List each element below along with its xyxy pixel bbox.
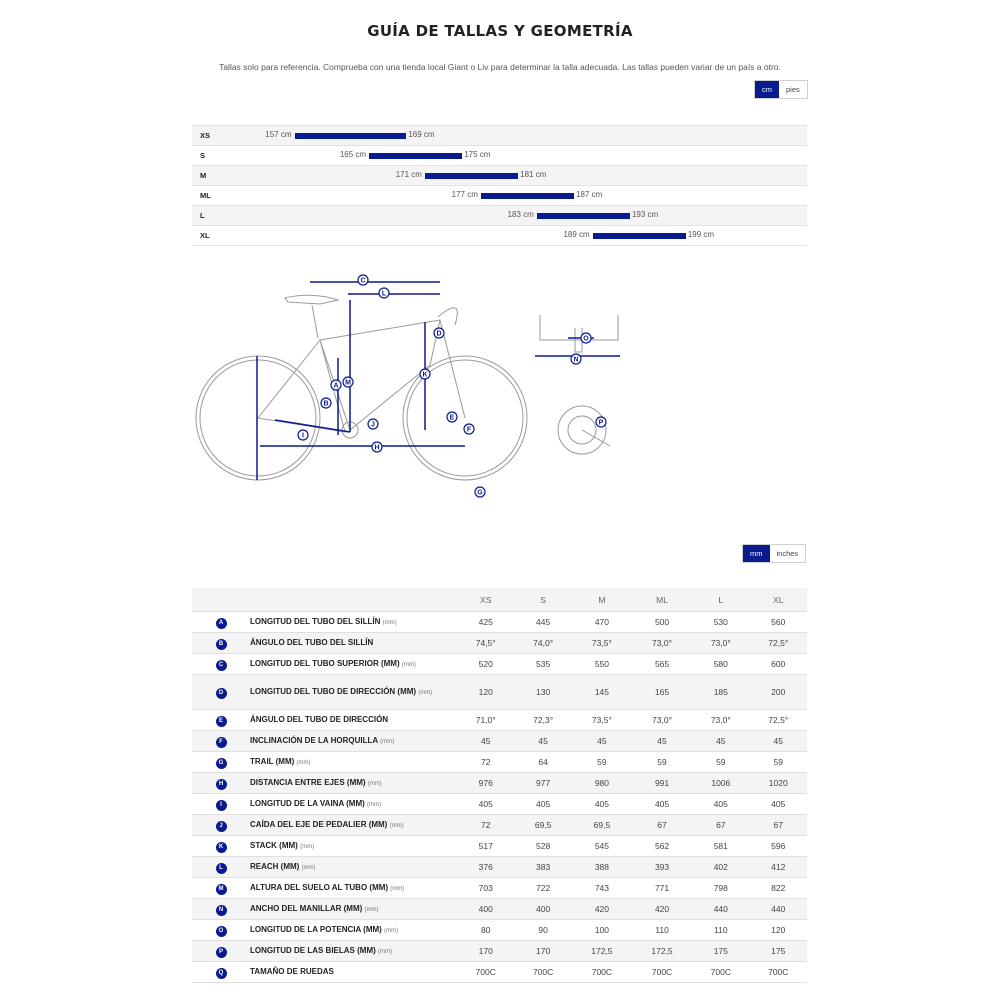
geometry-table-header (192, 588, 807, 612)
measurement-label: STACK (MM) (250, 840, 298, 850)
min-height-label: 177 cm (451, 190, 478, 199)
measurement-code-badge: K (216, 842, 227, 853)
min-height-label: 171 cm (395, 170, 422, 179)
max-height-label: 175 cm (464, 150, 491, 159)
svg-text:D: D (436, 330, 442, 338)
measurement-value: 400 (514, 899, 571, 920)
diagram-label-c (358, 275, 368, 285)
size-label: S (200, 151, 206, 160)
geometry-unit-mm-button[interactable]: mm (743, 545, 770, 562)
measurement-value: 71,0° (457, 710, 514, 731)
height-range-bar (481, 193, 574, 199)
measurement-value: 69,5 (514, 815, 571, 836)
measurement-value: 90 (514, 920, 571, 941)
measurement-value: 175 (750, 941, 807, 962)
measurement-code-badge: B (216, 639, 227, 650)
size-disclaimer: Tallas solo para referencia. Comprueba con una tienda local Giant o Liv para determinar la talla adecuada. Las tallas pueden variar de un país a otro. (219, 62, 781, 72)
measurement-value: 185 (692, 675, 749, 710)
min-height-label: 165 cm (339, 150, 367, 159)
saddle (285, 295, 338, 304)
max-height-label: 187 cm (576, 190, 603, 199)
measurement-value: 976 (457, 773, 514, 794)
diagram-label-o (581, 333, 591, 343)
size-label: ML (200, 191, 211, 200)
measurement-value: 73,5° (572, 710, 632, 731)
size-column-header: ML (632, 588, 692, 612)
geometry-unit-toggle (742, 544, 806, 563)
measurement-value: 110 (692, 920, 749, 941)
geometry-row (192, 752, 807, 773)
measurement-value: 550 (572, 654, 632, 675)
measurement-value: 145 (572, 675, 632, 710)
measurement-value: 170 (457, 941, 514, 962)
min-height-label: 189 cm (563, 230, 590, 239)
svg-text:K: K (422, 371, 428, 379)
height-range-bar (537, 213, 630, 219)
measurement-value: 73,0° (692, 710, 749, 731)
height-range-bar (425, 173, 518, 179)
measurement-value: 73,0° (632, 710, 692, 731)
measurement-value: 172,5 (632, 941, 692, 962)
measurement-label: ALTURA DEL SUELO AL TUBO (MM) (250, 882, 389, 892)
geometry-unit-inches-button[interactable]: inches (770, 545, 806, 562)
measurement-code-badge: F (216, 737, 227, 748)
size-column-header: S (514, 588, 571, 612)
measurement-unit: (mm) (389, 822, 404, 829)
diagram-label-f (464, 424, 474, 434)
measurement-code-badge: I (216, 800, 227, 811)
size-label: L (200, 211, 205, 220)
measurement-value: 535 (514, 654, 571, 675)
measurement-value: 383 (514, 857, 571, 878)
measurement-value: 596 (750, 836, 807, 857)
diagram-label-d (434, 328, 444, 338)
measurement-value: 376 (457, 857, 514, 878)
measurement-code-badge: P (216, 947, 227, 958)
height-range-bar (295, 133, 407, 139)
measurement-value: 703 (457, 878, 514, 899)
measurement-value: 388 (572, 857, 632, 878)
measurement-label: LONGITUD DE LA POTENCIA (MM) (250, 924, 382, 934)
max-height-label: 199 cm (687, 230, 715, 239)
measurement-code-badge: J (216, 821, 227, 832)
size-row (192, 185, 807, 205)
svg-text:J: J (371, 421, 375, 429)
page-title: GUÍA DE TALLAS Y GEOMETRÍA (367, 22, 633, 40)
measurement-value: 72,5° (750, 710, 807, 731)
measurement-value: 581 (692, 836, 749, 857)
measurement-value: 59 (572, 752, 632, 773)
measurement-code-badge: Q (216, 968, 227, 979)
diagram-label-e (447, 412, 457, 422)
measurement-value: 700C (572, 962, 632, 983)
geometry-row (192, 710, 807, 731)
geometry-row (192, 773, 807, 794)
size-column-header: XS (457, 588, 514, 612)
geometry-row (192, 675, 807, 710)
measurement-label: ÁNGULO DEL TUBO DEL SILLÍN (250, 638, 374, 647)
measurement-value: 700C (632, 962, 692, 983)
measurement-code-badge: D (216, 688, 227, 699)
measurement-value: 420 (572, 899, 632, 920)
diagram-label-g (475, 487, 485, 497)
measurement-value: 528 (514, 836, 571, 857)
bike-drawing (196, 295, 618, 480)
measurement-value: 700C (514, 962, 571, 983)
measurement-value: 400 (457, 899, 514, 920)
measurement-unit: (mm) (364, 906, 379, 913)
measurement-label: ANCHO DEL MANILLAR (MM) (250, 903, 363, 913)
geometry-row (192, 731, 807, 752)
measurement-code-badge: E (216, 716, 227, 727)
svg-text:P: P (598, 419, 604, 427)
min-height-label: 157 cm (265, 130, 292, 139)
measurement-value: 100 (572, 920, 632, 941)
measurement-value: 1020 (750, 773, 807, 794)
svg-text:A: A (333, 382, 339, 390)
measurement-unit: (mm) (301, 864, 316, 871)
measurement-label: LONGITUD DEL TUBO DE DIRECCIÓN (MM) (250, 686, 417, 696)
measurement-value: 412 (750, 857, 807, 878)
height-range-bar (593, 233, 686, 239)
measurement-value: 59 (692, 752, 749, 773)
measurement-value: 110 (632, 920, 692, 941)
geometry-row (192, 836, 807, 857)
measurement-value: 72 (457, 752, 514, 773)
measurement-value: 59 (750, 752, 807, 773)
measurement-label: REACH (MM) (250, 861, 300, 871)
measurement-label: TRAIL (MM) (250, 756, 295, 766)
measurement-value: 517 (457, 836, 514, 857)
measurement-value: 45 (572, 731, 632, 752)
size-row (192, 165, 807, 185)
measurement-label: TAMAÑO DE RUEDAS (250, 967, 334, 976)
handlebar-front-view (540, 315, 618, 340)
size-row (192, 225, 807, 246)
measurement-value: 120 (457, 675, 514, 710)
diagram-label-j (368, 419, 378, 429)
measurement-code-badge: A (216, 618, 227, 629)
measurement-value: 72 (457, 815, 514, 836)
measurement-value: 170 (514, 941, 571, 962)
diagram-label-n (571, 354, 581, 364)
measurement-value: 73,0° (692, 633, 749, 654)
measurement-value: 1006 (692, 773, 749, 794)
geometry-row (192, 857, 807, 878)
measurement-value: 73,5° (572, 633, 632, 654)
svg-text:H: H (374, 444, 380, 452)
measurement-value: 722 (514, 878, 571, 899)
measurement-value: 700C (457, 962, 514, 983)
svg-text:M: M (345, 379, 351, 387)
measurement-value: 67 (692, 815, 749, 836)
measurement-value: 822 (750, 878, 807, 899)
measurement-value: 980 (572, 773, 632, 794)
geometry-row (192, 612, 807, 633)
size-column-header: XL (750, 588, 807, 612)
measurement-unit: (mm) (382, 619, 397, 626)
measurement-code-badge: O (216, 926, 227, 937)
max-height-label: 181 cm (520, 170, 547, 179)
measurement-value: 67 (750, 815, 807, 836)
diagram-label-m (343, 377, 353, 387)
diagram-label-l (379, 288, 389, 298)
measurement-unit: (mm) (300, 843, 315, 850)
size-label: M (200, 171, 207, 180)
geometry-row (192, 654, 807, 675)
measurement-value: 798 (692, 878, 749, 899)
measurement-value: 59 (632, 752, 692, 773)
measurement-value: 72,3° (514, 710, 571, 731)
svg-text:L: L (381, 290, 387, 298)
measurement-value: 69,5 (572, 815, 632, 836)
measurement-label: LONGITUD DEL TUBO DEL SILLÍN (250, 616, 381, 626)
measurement-value: 45 (692, 731, 749, 752)
measurement-value: 440 (692, 899, 749, 920)
measurement-value: 520 (457, 654, 514, 675)
measurement-value: 405 (514, 794, 571, 815)
measurement-value: 530 (692, 612, 749, 633)
measurement-label: LONGITUD DEL TUBO SUPERIOR (MM) (250, 658, 400, 668)
svg-text:E: E (449, 414, 455, 422)
geometry-table (192, 588, 807, 983)
height-unit-toggle (754, 80, 808, 99)
measurement-label: LONGITUD DE LAS BIELAS (MM) (250, 945, 376, 955)
diagram-label-h (372, 442, 382, 452)
geometry-row (192, 794, 807, 815)
measurement-label: INCLINACIÓN DE LA HORQUILLA (250, 735, 378, 745)
measurement-value: 73,0° (632, 633, 692, 654)
rider-height-size-chart (192, 125, 807, 246)
measurement-code-badge: H (216, 779, 227, 790)
measurement-value: 405 (632, 794, 692, 815)
geometry-row (192, 920, 807, 941)
svg-text:N: N (573, 356, 579, 364)
size-column-header: L (692, 588, 749, 612)
measurement-value: 425 (457, 612, 514, 633)
size-row (192, 145, 807, 165)
measurement-code-badge: M (216, 884, 227, 895)
measurement-value: 402 (692, 857, 749, 878)
height-unit-feet-button[interactable]: pies (779, 81, 807, 98)
measurement-value: 200 (750, 675, 807, 710)
measurement-value: 500 (632, 612, 692, 633)
height-unit-cm-button[interactable]: cm (755, 81, 779, 98)
height-range-bar (369, 153, 462, 159)
svg-text:O: O (583, 335, 589, 343)
measurement-value: 74,0° (514, 633, 571, 654)
measurement-value: 700C (750, 962, 807, 983)
diagram-label-b (321, 398, 331, 408)
svg-text:I: I (302, 432, 304, 440)
measurement-unit: (mm) (390, 885, 405, 892)
measurement-value: 172,5 (572, 941, 632, 962)
measurement-code-badge: G (216, 758, 227, 769)
measurement-unit: (mm) (378, 948, 393, 955)
measurement-value: 977 (514, 773, 571, 794)
diagram-label-k (420, 369, 430, 379)
measurement-value: 405 (572, 794, 632, 815)
geometry-row (192, 941, 807, 962)
measurement-value: 771 (632, 878, 692, 899)
measurement-value: 565 (632, 654, 692, 675)
measurement-value: 67 (632, 815, 692, 836)
geometry-row (192, 899, 807, 920)
measurement-value: 405 (692, 794, 749, 815)
measurement-value: 440 (750, 899, 807, 920)
size-column-header: M (572, 588, 632, 612)
measurement-unit: (mm) (380, 738, 395, 745)
svg-text:F: F (466, 426, 472, 434)
diagram-label-a (331, 380, 341, 390)
measurement-value: 130 (514, 675, 571, 710)
measurement-value: 600 (750, 654, 807, 675)
measurement-code-badge: C (216, 660, 227, 671)
measurement-value: 991 (632, 773, 692, 794)
measurement-value: 470 (572, 612, 632, 633)
size-label: XS (200, 131, 211, 140)
measurement-unit: (mm) (367, 780, 382, 787)
measurement-value: 45 (632, 731, 692, 752)
measurement-value: 45 (750, 731, 807, 752)
measurement-value: 45 (514, 731, 571, 752)
measurement-value: 560 (750, 612, 807, 633)
size-row (192, 205, 807, 225)
geometry-row (192, 815, 807, 836)
measurement-value: 743 (572, 878, 632, 899)
measurement-unit: (mm) (401, 661, 416, 668)
measurement-value: 545 (572, 836, 632, 857)
measurement-label: ÁNGULO DEL TUBO DE DIRECCIÓN (250, 715, 389, 724)
measurement-value: 165 (632, 675, 692, 710)
measurement-value: 45 (457, 731, 514, 752)
svg-text:C: C (360, 277, 366, 285)
measurement-value: 580 (692, 654, 749, 675)
size-label: XL (200, 231, 210, 240)
measurement-unit: (mm) (296, 759, 311, 766)
measurement-unit: (mm) (384, 927, 399, 934)
measurement-value: 74,5° (457, 633, 514, 654)
diagram-label-p (596, 417, 606, 427)
measurement-value: 405 (750, 794, 807, 815)
measurement-value: 175 (692, 941, 749, 962)
measurement-unit: (mm) (367, 801, 382, 808)
geometry-row (192, 633, 807, 654)
max-height-label: 169 cm (408, 130, 435, 139)
measurement-code-badge: N (216, 905, 227, 916)
measurement-value: 120 (750, 920, 807, 941)
size-row (192, 125, 807, 145)
measurement-code-badge: L (216, 863, 227, 874)
geometry-row (192, 878, 807, 899)
measurement-label: DISTANCIA ENTRE EJES (MM) (250, 777, 366, 787)
bike-geometry-diagram (190, 270, 630, 510)
measurement-value: 72,5° (750, 633, 807, 654)
measurement-value: 700C (692, 962, 749, 983)
max-height-label: 193 cm (631, 210, 659, 219)
measurement-value: 80 (457, 920, 514, 941)
measurement-label: CAÍDA DEL EJE DE PEDALIER (MM) (250, 819, 388, 829)
measurement-value: 445 (514, 612, 571, 633)
svg-text:G: G (477, 489, 483, 497)
min-height-label: 183 cm (507, 210, 534, 219)
measurement-value: 64 (514, 752, 571, 773)
measurement-value: 393 (632, 857, 692, 878)
measurement-value: 562 (632, 836, 692, 857)
measurement-value: 405 (457, 794, 514, 815)
measurement-unit: (mm) (418, 689, 433, 696)
geometry-row (192, 962, 807, 983)
svg-text:B: B (323, 400, 329, 408)
diagram-label-i (298, 430, 308, 440)
measurement-label: LONGITUD DE LA VAINA (MM) (250, 798, 365, 808)
measurement-value: 420 (632, 899, 692, 920)
